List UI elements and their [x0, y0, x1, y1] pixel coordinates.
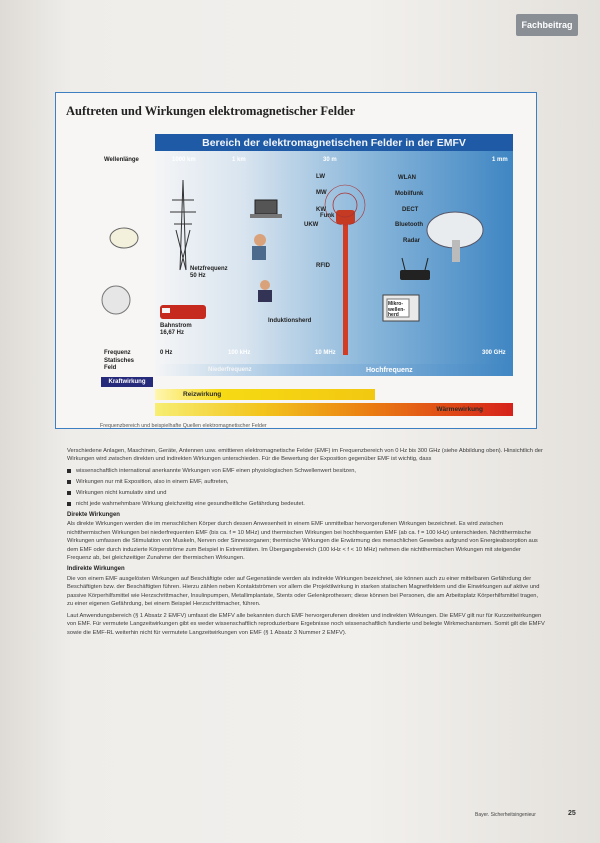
label-mikrowelle: Mikro- wellen- herd [388, 301, 405, 318]
label-funk: Funk [320, 213, 335, 219]
welding-person-icon [258, 280, 272, 302]
frequency-row-label: Frequenz [104, 350, 131, 356]
static-field-label: Statisches Feld [104, 358, 135, 371]
article-body [67, 447, 545, 640]
train-icon [160, 305, 206, 319]
bullet-list [67, 467, 545, 508]
label-induktionsherd: Induktionsherd [268, 318, 312, 324]
label-bluetooth: Bluetooth [395, 222, 423, 228]
figure-caption: Frequenzbereich und beispielhafte Quellen elektromagnetischer Felder [100, 423, 267, 429]
section-tag: Fachbeitrag [516, 14, 578, 36]
power-pylon-icon [170, 180, 196, 270]
freq-100khz: 100 kHz [228, 350, 251, 356]
helmet-icon [110, 228, 138, 248]
label-dect: DECT [402, 207, 419, 213]
band-low-label: Niederfrequenz [208, 367, 252, 373]
list-item: Wirkungen nicht kumulativ sind und [67, 489, 545, 497]
effect-force-label: Kraftwirkung [101, 377, 153, 387]
direct-effects-paragraph: Als direkte Wirkungen werden die im menschlichen Körper durch dessen Anwesenheit in einem EMF unmittelbar hervorgerufenen Wirkungen bezeichnet. Es wird zwischen nichtthermischen Wirkungen bei niederfrequenten EMF (bis ca. f = 10 MHz) und thermischen Wirkungen bei hochfrequenten EMF (ab ca. f = 100 kHz) unterschieden. Nichtthermische Wirkungen umfassen die Stimulation von Muskeln, Nerven oder Sinnesorganen; thermische Wirkungen die Erwärmung des menschlichen Gewebes aufgrund von Energieabsorption aus dem EMF oder durch induzierte Körperströme zum Beispiel in Extremitäten. Im Übergangsbereich (100 kHz < f < 10 MHz) nehmen die nichtthermischen Wirkungen mit steigender Frequenz ab, bei gleichzeitiger Zunahme der thermischen Wirkungen. [67, 521, 538, 561]
label-mobilfunk: Mobilfunk [395, 191, 424, 197]
effect-heat-bar: Wärmewirkung [155, 403, 513, 416]
radio-tower-icon [325, 185, 365, 355]
label-mw: MW [316, 190, 327, 196]
person-icon [252, 234, 266, 260]
article-heading: Auftreten und Wirkungen elektromagnetischer Felder [66, 104, 356, 118]
wavelength-row-label: Wellenlänge [104, 157, 139, 163]
list-item: Wirkungen nur mit Exposition, also in einem EMF, auftreten, [67, 478, 545, 486]
freq-10mhz: 10 MHz [315, 350, 336, 356]
figure-title: Bereich der elektromagnetischen Felder in der EMFV [155, 134, 513, 151]
label-rfid: RFID [316, 263, 330, 269]
page-number: 25 [568, 810, 576, 817]
law-paragraph: Laut Anwendungsbereich (§ 1 Absatz 2 EMFV) umfasst die EMFV alle bekannten durch EMF hervorgerufenen direkten und indirekten Wirkungen. Die EMFV gilt nur für Kurzzeitwirkungen von EMF. Für vermutete Langzeitwirkungen gibt es weder wissenschaftlich reproduzierbare Ergebnisse noch wissenschaftlich fundierte und belegte Wirkmechanismen. Somit gilt die EMFV sowie die EMF-RL weiterhin nicht für vermutete Langzeitwirkungen von EMF (§ 1 Absatz 3 Nummer 2 EMFV). [67, 612, 545, 636]
label-netzfrequenz: Netzfrequenz 50 Hz [190, 266, 228, 279]
label-ukw: UKW [304, 222, 319, 228]
freq-0hz: 0 Hz [160, 350, 173, 356]
intro-paragraph: Verschiedene Anlagen, Maschinen, Geräte, Antennen usw. emittieren elektromagnetische Felder (EMF) im Frequenzbereich von 0 Hz bis 300 GHz (siehe Abbildung oben). Hinsichtlich der Wirkungen wird zwischen direkten und indirekten Wirkungen unterschieden. Für die Bewertung der Exposition gegenüber EMF ist wichtig, dass [67, 448, 543, 463]
journal-name: Bayer. Sicherheitsingenieur [475, 812, 536, 818]
wavelength-1000km: 1000 km [172, 157, 196, 163]
label-wlan: WLAN [398, 175, 416, 181]
magnet-icon [102, 286, 130, 314]
label-bahnstrom: Bahnstrom 16,67 Hz [160, 323, 192, 336]
heading-indirect-effects: Indirekte Wirkungen [67, 566, 125, 573]
wavelength-30m: 30 m [323, 157, 337, 163]
heading-direct-effects: Direkte Wirkungen [67, 511, 120, 518]
list-item: nicht jede wahrnehmbare Wirkung gleichzeitig eine gesundheitliche Gefährdung bedeutet. [67, 500, 545, 508]
label-radar: Radar [403, 238, 421, 244]
list-item: wissenschaftlich international anerkannte Wirkungen von EMF einen physiologischen Schwellenwert besitzen, [67, 467, 545, 475]
laptop-icon [250, 200, 282, 218]
freq-300ghz: 300 GHz [482, 350, 506, 356]
wavelength-1km: 1 km [232, 157, 246, 163]
effect-stimulus-bar: Reizwirkung [155, 389, 375, 400]
wavelength-1mm: 1 mm [492, 157, 508, 163]
label-kw: KW [316, 207, 326, 213]
indirect-effects-paragraph: Die von einem EMF ausgelösten Wirkungen auf Beschäftigte oder auf Gegenstände werden als indirekte Wirkungen bezeichnet, sie können auch zu einer mittelbaren Gefährdung der Beschäftigten bzw. der Beschäftigten führen. Hierzu zählen neben Kontaktströmen vor allem die Projektilwirkung in starken statischen Magnetfeldern und die Einwirkungen auf aktive und passive Körperhilfsmittel wie Herzschrittmacher, Insulinpumpen, Metallimplantate, Stents oder Gelenkprothesen; diese können bei Personen, die am Arbeitsplatz Körperhilfsmittel tragen, zu einer eigenen Gefährdung, bei einem Beispiel Herzschrittmacher, führen. [67, 575, 540, 608]
router-icon [400, 258, 430, 280]
label-lw: LW [316, 174, 325, 180]
band-high-label: Hochfrequenz [366, 367, 413, 374]
satellite-dish-icon [427, 212, 483, 262]
